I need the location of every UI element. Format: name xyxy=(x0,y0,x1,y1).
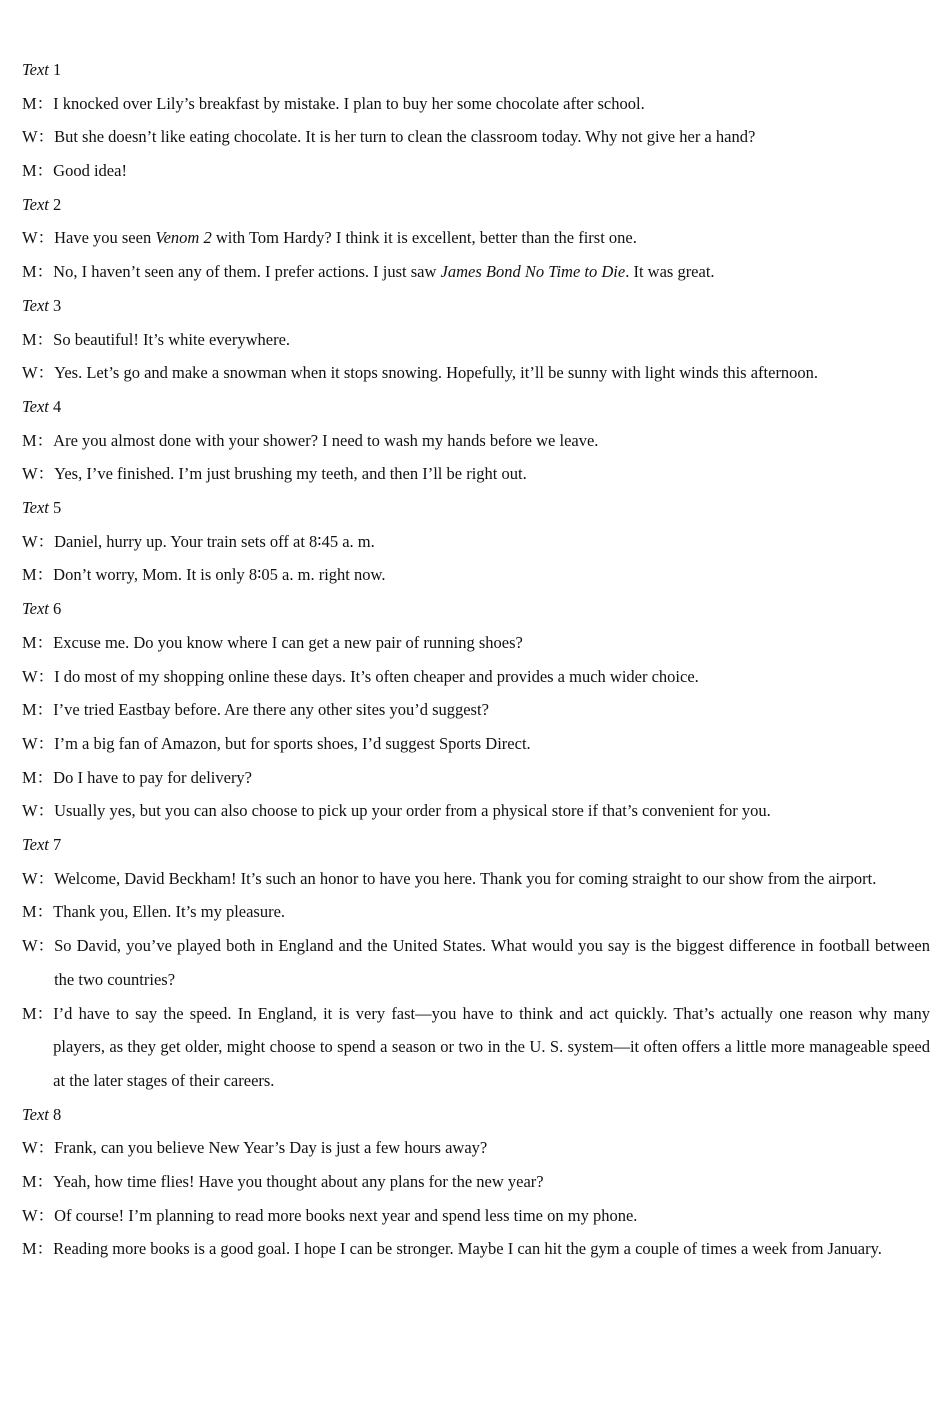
speaker-tag: W： xyxy=(22,868,55,888)
dialogue-line xyxy=(22,1165,930,1199)
section-number: 1 xyxy=(53,60,62,79)
utterance: Don’t worry, Mom. It is only 8∶05 a. m. right now. xyxy=(53,565,386,585)
utterance-text: Have you seen xyxy=(54,228,156,248)
section-label: Text xyxy=(22,599,49,619)
utterance: Excuse me. Do you know where I can get a new pair of running shoes? xyxy=(53,632,523,652)
utterance: Yes. Let’s go and make a snowman when it stops snowing. Hopefully, it’ll be sunny with light winds this afternoon. xyxy=(54,363,819,383)
speaker-tag: W： xyxy=(22,531,55,551)
speaker-tag: W： xyxy=(22,363,55,383)
utterance xyxy=(53,255,930,289)
section-number: 5 xyxy=(53,498,62,518)
utterance: Are you almost done with your shower? I need to wash my hands before we leave. xyxy=(53,430,599,450)
utterance: Yeah, how time flies! Have you thought about any plans for the new year? xyxy=(53,1172,544,1192)
dialogue-line xyxy=(22,761,930,795)
dialogue-line xyxy=(22,457,930,491)
section-number: 6 xyxy=(53,599,62,619)
dialogue-line xyxy=(22,120,930,154)
section-label: Text xyxy=(22,396,49,416)
section-heading xyxy=(22,592,930,626)
utterance: Reading more books is a good goal. I hope I can be stronger. Maybe I can hit the gym a couple of times a week from January. xyxy=(53,1239,882,1259)
section-heading xyxy=(22,1098,930,1132)
utterance: So beautiful! It’s white everywhere. xyxy=(53,329,291,349)
utterance: I knocked over Lily’s breakfast by mistake. I plan to buy her some chocolate after school. xyxy=(53,93,645,113)
utterance: Frank, can you believe New Year’s Day is just a few hours away? xyxy=(54,1138,488,1158)
speaker-tag: W： xyxy=(22,733,55,753)
utterance: Usually yes, but you can also choose to pick up your order from a physical store if that’s convenient for you. xyxy=(54,801,771,821)
dialogue-line xyxy=(22,1232,930,1266)
speaker-tag: W： xyxy=(22,1205,55,1225)
dialogue-line xyxy=(22,693,930,727)
speaker-tag: W： xyxy=(22,801,55,821)
utterance-text: . It was great. xyxy=(625,262,715,282)
speaker-tag: M： xyxy=(22,430,54,450)
speaker-tag: M： xyxy=(22,1172,54,1192)
speaker-tag: W： xyxy=(22,228,55,248)
speaker-tag: W： xyxy=(22,127,55,147)
utterance: But she doesn’t like eating chocolate. It is her turn to clean the classroom today. Why not give her a hand? xyxy=(54,127,756,147)
transcript-page xyxy=(22,53,930,1266)
speaker-tag: M： xyxy=(22,1003,54,1023)
speaker-tag: W： xyxy=(22,1138,55,1158)
dialogue-line xyxy=(22,255,930,289)
speaker-tag: M： xyxy=(22,161,54,181)
speaker-tag: M： xyxy=(22,93,54,113)
speaker-tag: M： xyxy=(22,262,54,282)
dialogue-line xyxy=(22,356,930,390)
dialogue-line xyxy=(22,997,930,1098)
section-heading xyxy=(22,491,930,525)
dialogue-line xyxy=(22,221,930,255)
utterance: Yes, I’ve finished. I’m just brushing my teeth, and then I’ll be right out. xyxy=(54,464,527,484)
speaker-tag: M： xyxy=(22,1239,54,1259)
utterance-text: with Tom Hardy? I think it is excellent, better than the first one. xyxy=(211,228,637,248)
dialogue-line xyxy=(22,1199,930,1233)
section-heading xyxy=(22,828,930,862)
dialogue-line xyxy=(22,794,930,828)
dialogue-line xyxy=(22,862,930,896)
dialogue-line xyxy=(22,626,930,660)
utterance: I’ve tried Eastbay before. Are there any other sites you’d suggest? xyxy=(53,700,489,720)
section-label: Text xyxy=(22,194,49,214)
section-number: 3 xyxy=(53,295,62,315)
section-heading xyxy=(22,289,930,323)
speaker-tag: M： xyxy=(22,902,54,922)
utterance xyxy=(54,221,930,255)
dialogue-line xyxy=(22,323,930,357)
dialogue-line xyxy=(22,1131,930,1165)
dialogue-line xyxy=(22,929,930,996)
dialogue-line xyxy=(22,424,930,458)
speaker-tag: W： xyxy=(22,464,55,484)
section-label: Text xyxy=(22,295,49,315)
section-number: 2 xyxy=(53,194,62,214)
section-heading xyxy=(22,390,930,424)
dialogue-line xyxy=(22,558,930,592)
speaker-tag: M： xyxy=(22,329,54,349)
dialogue-line xyxy=(22,895,930,929)
section-number: 7 xyxy=(53,835,62,855)
section-number: 8 xyxy=(53,1104,62,1124)
speaker-tag: W： xyxy=(22,666,55,686)
utterance: So David, you’ve played both in England and the United States. What would you say is the biggest difference in football between the two countries? xyxy=(54,936,930,989)
dialogue-line xyxy=(22,727,930,761)
dialogue-line xyxy=(22,87,930,121)
speaker-tag: W： xyxy=(22,936,55,956)
utterance: Thank you, Ellen. It’s my pleasure. xyxy=(53,902,286,922)
dialogue-line xyxy=(22,525,930,559)
utterance: Of course! I’m planning to read more books next year and spend less time on my phone. xyxy=(54,1205,638,1225)
section-label: Text xyxy=(22,1104,49,1124)
dialogue-line xyxy=(22,154,930,188)
section-label: Text xyxy=(22,60,49,79)
utterance: Good idea! xyxy=(53,161,127,181)
utterance-text: No, I haven’t seen any of them. I prefer actions. I just saw xyxy=(53,262,441,282)
section-heading xyxy=(22,53,930,87)
utterance: Welcome, David Beckham! It’s such an honor to have you here. Thank you for coming straight to our show from the airport. xyxy=(54,868,877,888)
section-number: 4 xyxy=(53,396,62,416)
section-label: Text xyxy=(22,835,49,855)
section-label: Text xyxy=(22,498,49,518)
movie-title: James Bond No Time to Die xyxy=(440,262,626,282)
utterance: Do I have to pay for delivery? xyxy=(53,767,253,787)
utterance: I’m a big fan of Amazon, but for sports shoes, I’d suggest Sports Direct. xyxy=(54,733,531,753)
section-heading xyxy=(22,188,930,222)
utterance: Daniel, hurry up. Your train sets off at 8∶45 a. m. xyxy=(54,531,375,551)
dialogue-line xyxy=(22,660,930,694)
speaker-tag: M： xyxy=(22,632,54,652)
speaker-tag: M： xyxy=(22,700,54,720)
speaker-tag: M： xyxy=(22,767,54,787)
movie-title: Venom 2 xyxy=(155,228,212,248)
utterance: I do most of my shopping online these days. It’s often cheaper and provides a much wider choice. xyxy=(54,666,699,686)
speaker-tag: M： xyxy=(22,565,54,585)
utterance: I’d have to say the speed. In England, it is very fast—you have to think and act quickly. That’s actually one reason why many players, as they get older, might choose to spend a season or two in the U. S. system—it often offers a little more manageable speed at the later stages of their careers. xyxy=(53,1003,930,1090)
